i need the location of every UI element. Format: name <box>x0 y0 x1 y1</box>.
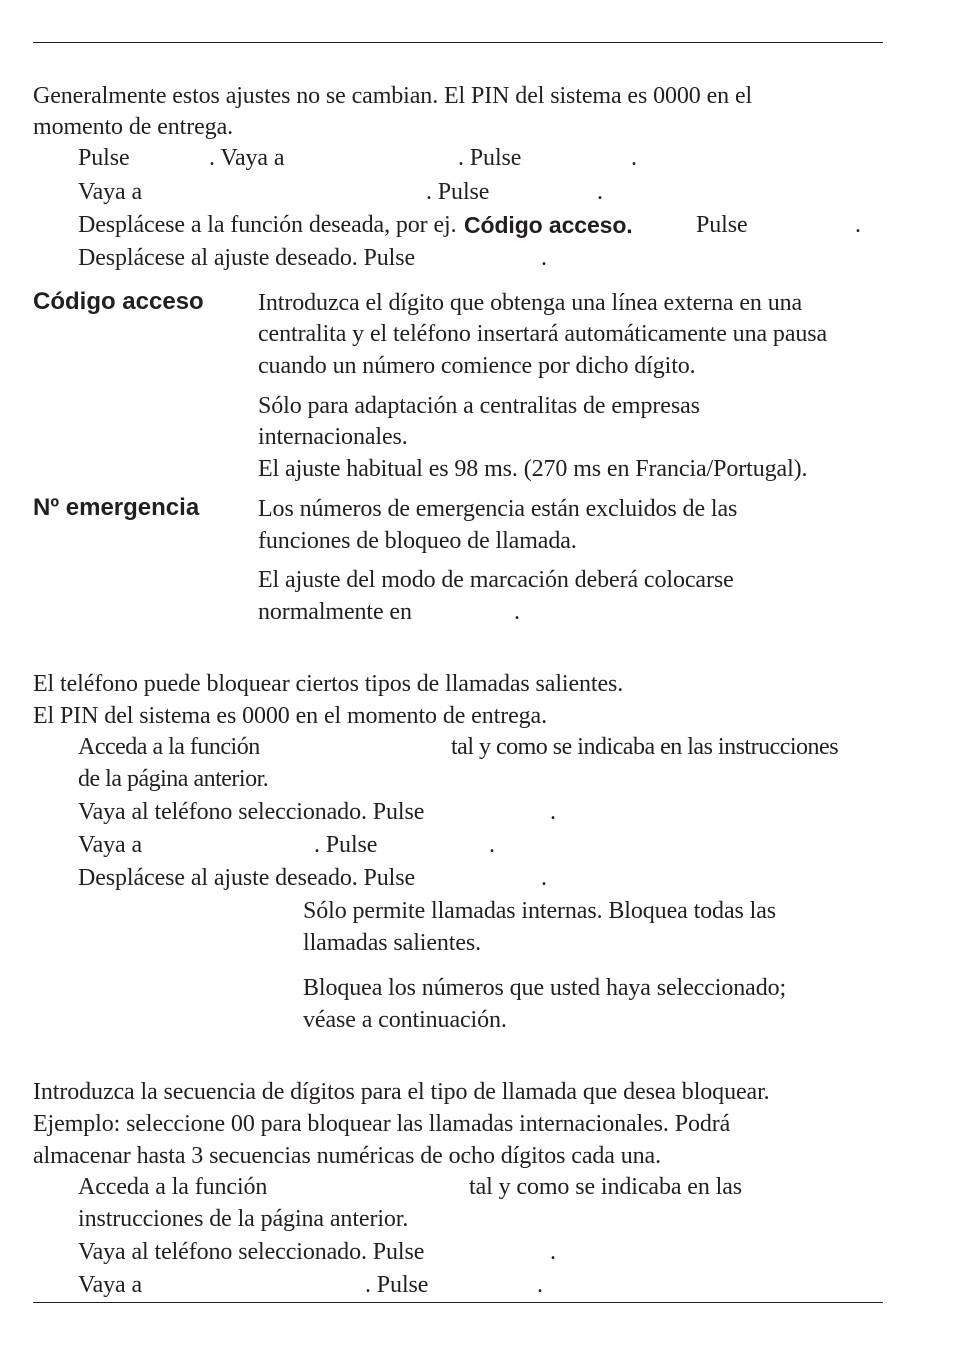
step1-2: Vaya a . Pulse . <box>78 179 603 205</box>
def-label-codigo: Código acceso <box>33 288 204 315</box>
def-codigo-line-4: Sólo para adaptación a centralitas de empresas <box>258 393 700 419</box>
def-emergencia-line-1: Los números de emergencia están excluidos de las <box>258 496 738 522</box>
step2-2: Vaya al teléfono seleccionado. Pulse . <box>78 799 556 825</box>
step3-1-cont: instrucciones de la página anterior. <box>78 1206 409 1232</box>
step2-1-cont: de la página anterior. <box>78 766 269 792</box>
def-emergencia-line-3: El ajuste del modo de marcación deberá colocarse <box>258 567 734 593</box>
seq-line-1: Introduzca la secuencia de dígitos para el tipo de llamada que desea bloquear. <box>33 1079 770 1105</box>
step2-3: Vaya a . Pulse . <box>78 832 495 858</box>
step2-1: Acceda a la función tal y como se indicaba en las instrucciones <box>78 734 839 760</box>
option2-line-2: véase a continuación. <box>303 1007 507 1033</box>
step3-2: Vaya al teléfono seleccionado. Pulse . <box>78 1239 556 1265</box>
step3-3: Vaya a . Pulse . <box>78 1272 543 1298</box>
def-label-emergencia: Nº emergencia <box>33 494 200 521</box>
step3-1: Acceda a la función tal y como se indicaba en las <box>78 1174 743 1200</box>
top-rule <box>33 42 883 43</box>
step1-3: Desplácese a la función deseada, por ej. Código acceso. Pulse . <box>78 212 861 238</box>
step1-4: Desplácese al ajuste deseado. Pulse . <box>78 245 547 271</box>
option2-line-1: Bloquea los números que usted haya seleccionado; <box>303 975 787 1001</box>
def-emergencia-line-2: funciones de bloqueo de llamada. <box>258 528 577 554</box>
def-codigo-line-3: cuando un número comience por dicho dígito. <box>258 353 696 379</box>
block-line-1: El teléfono puede bloquear ciertos tipos de llamadas salientes. <box>33 671 624 697</box>
option1-line-1: Sólo permite llamadas internas. Bloquea todas las <box>303 898 776 924</box>
step1-1: Pulse . Vaya a . Pulse . <box>78 145 637 171</box>
seq-line-2: Ejemplo: seleccione 00 para bloquear las llamadas internacionales. Podrá <box>33 1111 731 1137</box>
step2-4: Desplácese al ajuste deseado. Pulse . <box>78 865 547 891</box>
block-line-2: El PIN del sistema es 0000 en el momento de entrega. <box>33 703 547 729</box>
def-codigo-line-6: El ajuste habitual es 98 ms. (270 ms en Francia/Portugal). <box>258 456 808 482</box>
intro-line-1: Generalmente estos ajustes no se cambian. El PIN del sistema es 0000 en el <box>33 83 753 109</box>
bottom-rule <box>33 1302 883 1303</box>
def-codigo-line-2: centralita y el teléfono insertará automáticamente una pausa <box>258 321 828 347</box>
seq-line-3: almacenar hasta 3 secuencias numéricas de ocho dígitos cada una. <box>33 1143 661 1169</box>
intro-line-2: momento de entrega. <box>33 114 234 140</box>
option1-line-2: llamadas salientes. <box>303 930 482 956</box>
def-codigo-line-1: Introduzca el dígito que obtenga una línea externa en una <box>258 290 803 316</box>
def-emergencia-line-4: normalmente en . <box>258 599 520 625</box>
def-codigo-line-5: internacionales. <box>258 424 408 450</box>
